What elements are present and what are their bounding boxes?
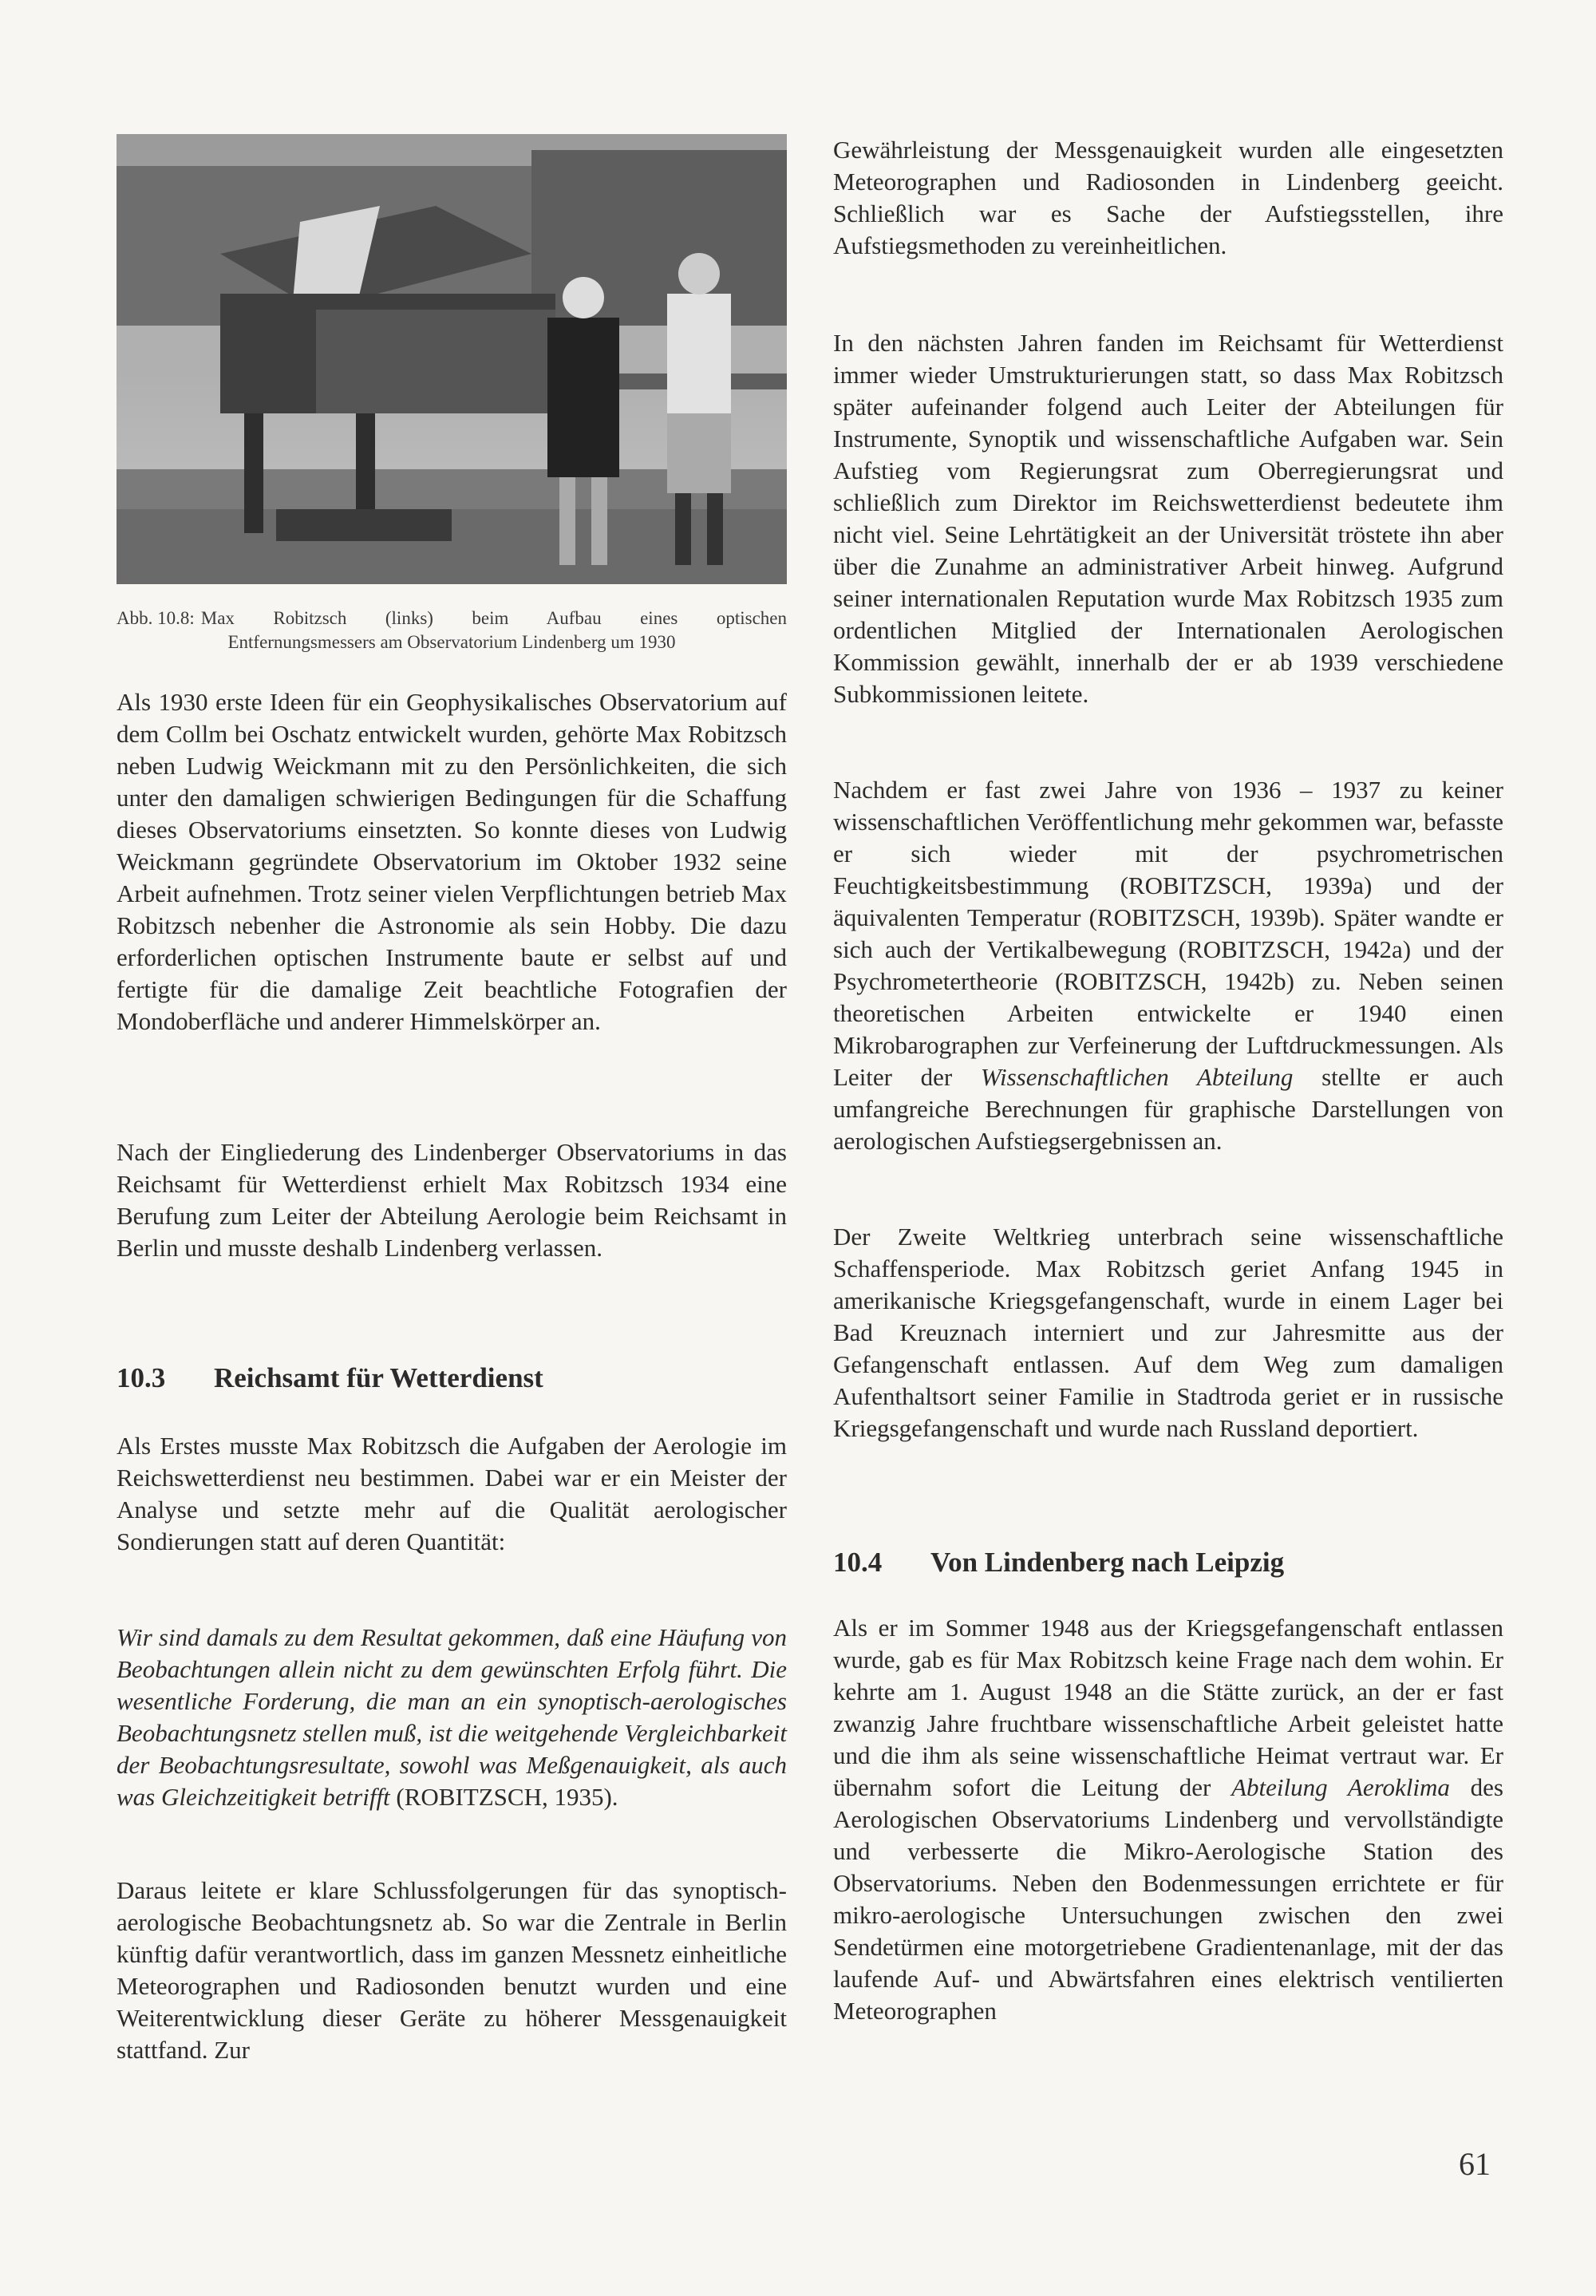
paragraph-text: stellte er auch umfangreiche Berechnungen für graphische Darstellungen von aerologischen Aufstiegsergebnissen an. — [833, 1063, 1503, 1155]
paragraph: Gewährleistung der Messgenauigkeit wurden alle eingesetzten Meteorographen und Radiosonden in Lindenberg geeicht. Schließlich war es Sache der Aufstiegsstellen, ihre Aufstiegsmethoden zu vereinheitlichen. — [833, 136, 1503, 259]
section-heading — [117, 1361, 787, 1396]
paragraph: Der Zweite Weltkrieg unterbrach seine wissenschaftliche Schaffensperiode. Max Robitzsch geriet Anfang 1945 in amerikanische Kriegsgefangenschaft, wurde in einem Lager bei Bad Kreuznach interniert und zur Jahresmitte aus der Gefangenschaft entlassen. Auf dem Weg zum damaligen Aufenthaltsort seiner Familie in Stadtroda geriet er in russische Kriegsgefangenschaft und wurde nach Russland deportiert. — [833, 1223, 1503, 1442]
caption-label: Abb. 10.8: — [117, 608, 195, 628]
caption-text-2: Entfernungsmessers am Observatorium Lindenberg um 1930 — [227, 632, 676, 652]
figure-caption — [117, 607, 787, 654]
photo-image — [117, 134, 787, 584]
section-title: Von Lindenberg nach Leipzig — [930, 1547, 1285, 1578]
quote-text: Wir sind damals zu dem Resultat gekommen, daß eine Häufung von Beobachtungen allein nicht zu dem gewünschten Erfolg führt. Die wesentliche Forderung, die man an ein synoptisch-aerologisches Beobachtungsnetz stellen muß, ist die weitgehende Vergleichbarkeit der Beobachtungsresultate, sowohl was Meßgenauigkeit, als auch was Gleichzeitigkeit betrifft — [117, 1623, 787, 1811]
historical-photo — [117, 134, 787, 584]
paragraph-text: des Aerologischen Observatoriums Lindenberg und vervollständigte und verbesserte die Mikro-Aerologische Station des Observatoriums. Neben den Bodenmessungen errichtete er für mikro-aerologische Untersuchungen zwischen den zwei Sendetürmen eine motorgetriebene Gradientenanlage, mit der das laufende Auf- und Abwärtsfahren eines elektrisch ventilierten Meteorographen — [833, 1773, 1503, 2025]
paragraph: Als 1930 erste Ideen für ein Geophysikalisches Observatorium auf dem Collm bei Oschatz entwickelt wurden, gehörte Max Robitzsch neben Ludwig Weickmann mit zu den Persönlichkeiten, die sich unter den damaligen schwierigen Bedingungen für die Schaffung dieses Observatoriums einsetzten. So konnte dieses von Ludwig Weickmann gegründete Observatorium im Oktober 1932 seine Arbeit aufnehmen. Trotz seiner vielen Verpflichtungen betrieb Max Robitzsch nebenher die Astronomie als sein Hobby. Die dazu erforderlichen optischen Instrumente baute er selbst auf und fertigte für die damalige Zeit beachtliche Fotografien der Mondoberfläche und anderer Himmelskörper an. — [117, 688, 787, 1035]
paragraph-text: Nachdem er fast zwei Jahre von 1936 – 1937 zu keiner wissenschaftlichen Veröffentlichung mehr gekommen war, befasste er sich wieder mit der psychrometrischen Feuchtigkeitsbestimmung (ROBITZSCH, 1939a) und der äquivalenten Temperatur (ROBITZSCH, 1939b). Später wandte er sich auch der Vertikalbewegung (ROBITZSCH, 1942a) und der Psychrometertheorie (ROBITZSCH, 1942b) zu. Neben seinen theoretischen Arbeiten entwickelte er 1940 einen Mikrobarographen zur Verfeinerung der Luftdruckmessungen. Als Leiter der — [833, 776, 1503, 1091]
paragraph: Nach der Eingliederung des Lindenberger Observatoriums in das Reichsamt für Wetterdienst erhielt Max Robitzsch 1934 eine Berufung zum Leiter der Abteilung Aerologie beim Reichsamt in Berlin und musste deshalb Lindenberg verlassen. — [117, 1138, 787, 1262]
section-number: 10.3 — [117, 1362, 166, 1393]
section-number: 10.4 — [833, 1547, 883, 1578]
caption-line-1 — [117, 607, 787, 630]
paragraph — [833, 1612, 1503, 2027]
caption-text-1: Max Robitzsch (links) beim Aufbau eines optischen — [200, 608, 787, 628]
quote-paragraph — [117, 1622, 787, 1813]
italic-term: Abteilung Aeroklima — [1231, 1773, 1450, 1801]
section-title: Reichsamt für Wetterdienst — [214, 1362, 543, 1393]
italic-term: Wissenschaftlichen Abteilung — [980, 1063, 1294, 1091]
paragraph-text: Als er im Sommer 1948 aus der Kriegsgefangenschaft entlassen wurde, gab es für Max Robitzsch keine Frage nach dem wohin. Er kehrte am 1. August 1948 an die Stätte zurück, an der er fast zwanzig Jahre fruchtbare wissenschaftliche Arbeit geleistet hatte und die ihm als seine wissenschaftliche Heimat vertraut war. Er übernahm sofort die Leitung der — [833, 1614, 1503, 1801]
paragraph — [833, 774, 1503, 1157]
paragraph: Als Erstes musste Max Robitzsch die Aufgaben der Aerologie im Reichswetterdienst neu bestimmen. Dabei war er ein Meister der Analyse und setzte mehr auf die Qualität aerologischer Sondierungen statt auf deren Quantität: — [117, 1432, 787, 1555]
quote-reference: (ROBITZSCH, 1935). — [389, 1783, 618, 1811]
paragraph: Daraus leitete er klare Schlussfolgerungen für das synoptisch-aerologische Beobachtungsnetz ab. So war die Zentrale in Berlin künftig dafür verantwortlich, dass im ganzen Messnetz einheitliche Meteorographen und Radiosonden benutzt wurden und eine Weiterentwicklung dieser Geräte zu höherer Messgenauigkeit stattfand. Zur — [117, 1876, 787, 2064]
paragraph: In den nächsten Jahren fanden im Reichsamt für Wetterdienst immer wieder Umstrukturierungen statt, so dass Max Robitzsch später aufeinander folgend auch Leiter der Abteilungen für Instrumente, Synoptik und wissenschaftliche Aufgaben war. Sein Aufstieg vom Regierungsrat zum Oberregierungsrat und schließlich zum Direktor im Reichswetterdienst bedeutete ihm nicht viel. Seine Lehrtätigkeit an der Universität tröstete ihn aber über die Zunahme an administrativer Arbeit hinweg. Aufgrund seiner internationalen Reputation wurde Max Robitzsch 1935 zum ordentlichen Mitglied der Internationalen Aerologischen Kommission gewählt, innerhalb der er ab 1939 verschiedene Subkommissionen leitete. — [833, 329, 1503, 708]
page-number: 61 — [1459, 2146, 1491, 2182]
section-heading — [833, 1545, 1503, 1580]
